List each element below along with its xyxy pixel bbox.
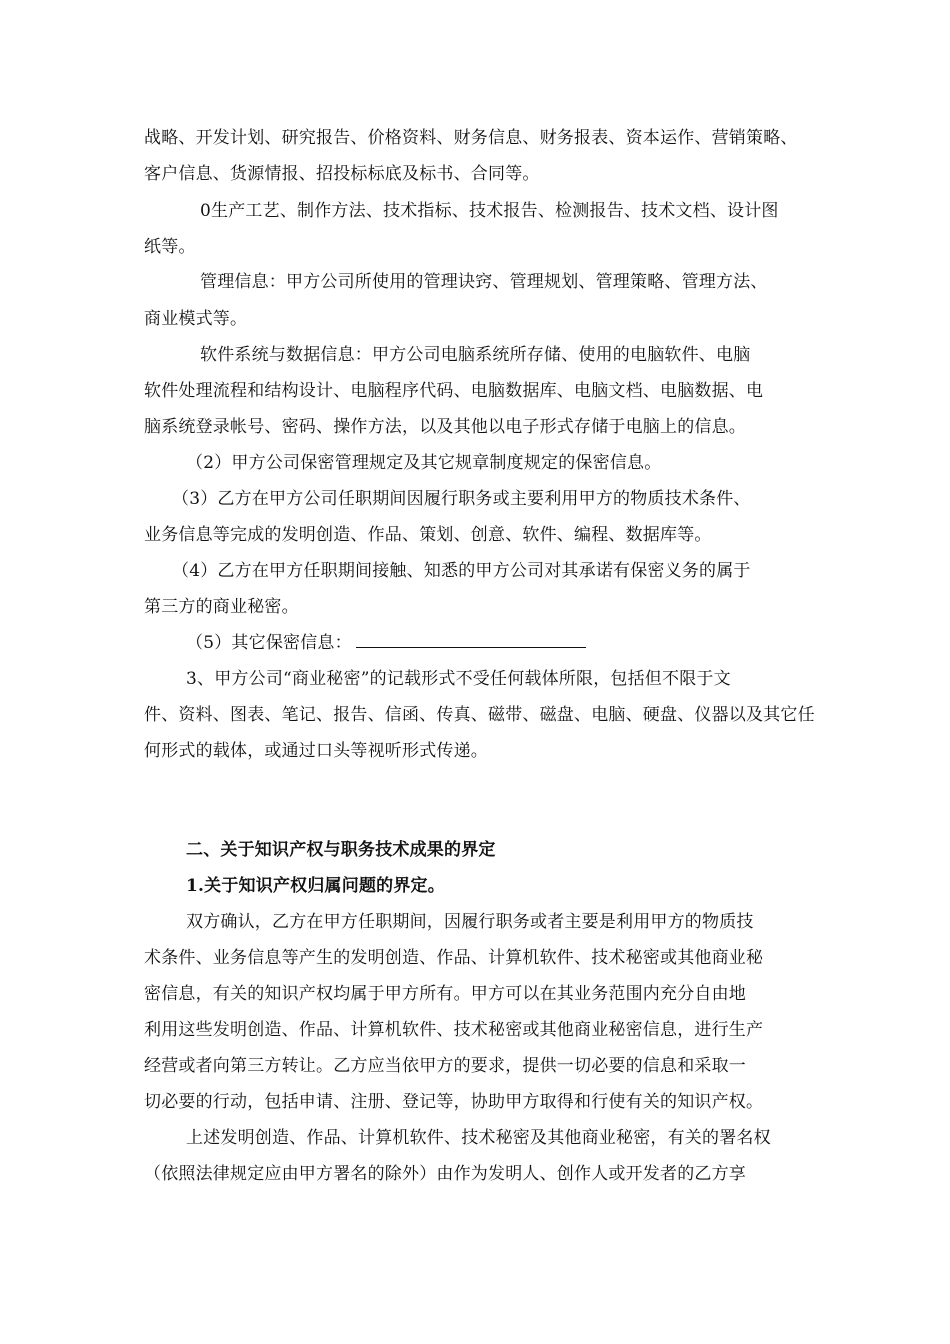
body-line: 术条件、业务信息等产生的发明创造、作品、计算机软件、技术秘密或其他商业秘 — [144, 948, 764, 968]
text-line: （2）甲方公司保密管理规定及其它规章制度规定的保密信息。 — [186, 453, 662, 473]
text-line: 何形式的载体，或通过口头等视听形式传递。 — [144, 741, 488, 761]
text-line: （4）乙方在甲方任职期间接触、知悉的甲方公司对其承诺有保密义务的属于 — [172, 561, 751, 581]
text-line: 0生产工艺、制作方法、技术指标、技术报告、检测报告、技术文档、设计图 — [200, 201, 779, 221]
text-line: 战略、开发计划、研究报告、价格资料、财务信息、财务报表、资本运作、营销策略、 — [144, 128, 798, 148]
body-line: 切必要的行动，包括申请、注册、登记等，协助甲方取得和行使有关的知识产权。 — [144, 1092, 764, 1112]
text-line: 纸等。 — [144, 237, 196, 257]
text-line: 件、资料、图表、笔记、报告、信函、传真、磁带、磁盘、电脑、硬盘、仪器以及其它任 — [144, 705, 815, 725]
body-line: 密信息，有关的知识产权均属于甲方所有。甲方可以在其业务范围内充分自由地 — [144, 984, 746, 1004]
blank-field-underline — [356, 631, 586, 648]
body-line: 上述发明创造、作品、计算机软件、技术秘密及其他商业秘密，有关的署名权 — [186, 1128, 771, 1148]
text-line: （3）乙方在甲方公司任职期间因履行职务或主要利用甲方的物质技术条件、 — [172, 489, 751, 509]
text-line: 第三方的商业秘密。 — [144, 597, 299, 617]
text-line: 管理信息：甲方公司所使用的管理诀窍、管理规划、管理策略、管理方法、 — [200, 272, 768, 292]
text-line: 商业模式等。 — [144, 309, 248, 329]
text-line: 软件系统与数据信息：甲方公司电脑系统所存储、使用的电脑软件、电脑 — [200, 345, 751, 365]
body-line: 利用这些发明创造、作品、计算机软件、技术秘密或其他商业秘密信息，进行生产 — [144, 1020, 764, 1040]
text-line-with-blank — [186, 631, 586, 655]
body-line: （依照法律规定应由甲方署名的除外）由作为发明人、创作人或开发者的乙方享 — [144, 1164, 746, 1184]
text-line: 业务信息等完成的发明创造、作品、策划、创意、软件、编程、数据库等。 — [144, 525, 712, 545]
text-line: 软件处理流程和结构设计、电脑程序代码、电脑数据库、电脑文档、电脑数据、电 — [144, 381, 764, 401]
body-line: 双方确认，乙方在甲方任职期间，因履行职务或者主要是利用甲方的物质技 — [186, 912, 754, 932]
body-line: 经营或者向第三方转让。乙方应当依甲方的要求，提供一切必要的信息和采取一 — [144, 1056, 746, 1076]
text-line: 客户信息、货源情报、招投标标底及标书、合同等。 — [144, 164, 540, 184]
subsection-title: 1.关于知识产权归属问题的界定。 — [186, 876, 445, 896]
blank-field-label: （5）其它保密信息： — [186, 633, 352, 653]
section-title: 二、关于知识产权与职务技术成果的界定 — [186, 840, 496, 860]
text-line: 脑系统登录帐号、密码、操作方法，以及其他以电子形式存储于电脑上的信息。 — [144, 417, 746, 437]
text-line: 3、甲方公司“商业秘密”的记载形式不受任何载体所限，包括但不限于文 — [186, 669, 731, 689]
